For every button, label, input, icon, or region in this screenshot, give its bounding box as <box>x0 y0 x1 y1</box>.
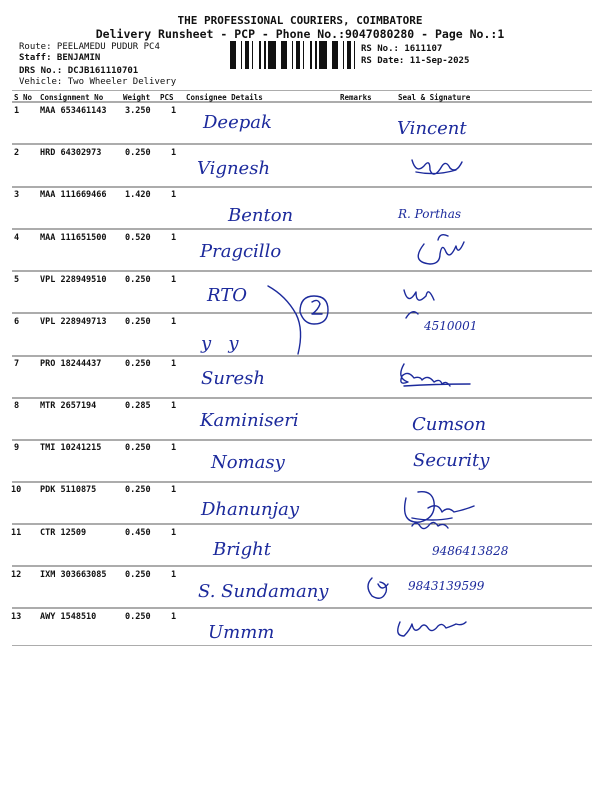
company-name: THE PROFESSIONAL COURIERS, COIMBATORE <box>177 14 423 27</box>
row-4-consignment: MAA 111651500 <box>40 233 107 243</box>
row-13-consignment: AWY 1548510 <box>40 612 97 622</box>
row-13-weight: 0.250 <box>125 612 151 622</box>
row-12-consignment: IXM 303663085 <box>40 570 107 580</box>
row-6-consignment: VPL 228949713 <box>40 317 107 327</box>
row-11-pcs: 1 <box>171 528 177 538</box>
row-11-consignee-handwriting: Bright <box>213 539 271 560</box>
row-1-consignee-handwriting: Deepak <box>203 112 272 133</box>
row-12-phone-handwriting: 9843139599 <box>408 579 485 593</box>
route-label: Route: PEELAMEDU PUDUR PC4 <box>19 42 160 52</box>
row-5-consignment: VPL 228949510 <box>40 275 107 285</box>
row-7-pcs: 1 <box>171 359 177 369</box>
row-6-sno: 6 <box>14 317 20 327</box>
row-10-sno: 10 <box>11 485 22 495</box>
row-9-sno: 9 <box>14 443 20 453</box>
row-5-circle-mark <box>300 296 328 324</box>
row-4-weight: 0.520 <box>125 233 151 243</box>
row-8-weight: 0.285 <box>125 401 151 411</box>
row-1-consignment: MAA 653461143 <box>40 106 107 116</box>
staff-label: Staff: BENJAMIN <box>19 53 101 63</box>
row-13-signature-scribble <box>398 622 466 636</box>
row-5-arrow-stroke <box>268 286 301 354</box>
row-13-pcs: 1 <box>171 612 177 622</box>
col-header-pcs: PCS <box>160 93 174 102</box>
row-10-consignee-handwriting: Dhanunjay <box>201 499 300 520</box>
runsheet-title: Delivery Runsheet - PCP - Phone No.:9047080280 - Page No.:1 <box>95 27 505 41</box>
row-8-consignee-handwriting: Kaminiseri <box>200 410 299 431</box>
row-3-consignee-handwriting: Benton <box>228 205 294 226</box>
row-11-phone-handwriting: 9486413828 <box>432 544 509 558</box>
row-1-weight: 3.250 <box>125 106 151 116</box>
row-7-consignee-handwriting: Suresh <box>201 368 266 389</box>
row-9-consignment: TMI 10241215 <box>40 443 102 453</box>
row-2-signature-scribble <box>412 160 462 174</box>
row-8-pcs: 1 <box>171 401 177 411</box>
row-12-sno: 12 <box>11 570 22 580</box>
row-2-sno: 2 <box>14 148 20 158</box>
col-header-weight: Weight <box>123 93 151 102</box>
row-8-sno: 8 <box>14 401 20 411</box>
row-11-weight: 0.450 <box>125 528 151 538</box>
row-6-pcs: 1 <box>171 317 177 327</box>
row-10-consignment: PDK 5110875 <box>40 485 97 495</box>
row-6-weight: 0.250 <box>125 317 151 327</box>
row-11-consignment: CTR 12509 <box>40 528 87 538</box>
row-7-consignment: PRO 18244437 <box>40 359 102 369</box>
row-6-signature-handwriting: 4510001 <box>424 319 478 333</box>
drs-number: DRS No.: DCJB161110701 <box>19 66 139 76</box>
row-11-sno: 11 <box>11 528 22 538</box>
row-12-consignee-handwriting: S. Sundamany <box>198 581 329 602</box>
row-1-sno: 1 <box>14 106 20 116</box>
row-13-consignee-handwriting: Ummm <box>208 622 275 643</box>
row-8-consignment: MTR 2657194 <box>40 401 97 411</box>
row-2-pcs: 1 <box>171 148 177 158</box>
row-9-weight: 0.250 <box>125 443 151 453</box>
row-7-sno: 7 <box>14 359 20 369</box>
row-9-consignee-handwriting: Nomasy <box>211 452 285 473</box>
row-13-sno: 13 <box>11 612 22 622</box>
row-4-pcs: 1 <box>171 233 177 243</box>
row-6-mark-handwriting: y y <box>201 333 239 354</box>
row-2-weight: 0.250 <box>125 148 151 158</box>
row-3-weight: 1.420 <box>125 190 151 200</box>
row-1-pcs: 1 <box>171 106 177 116</box>
row-5-sno: 5 <box>14 275 20 285</box>
row-7-weight: 0.250 <box>125 359 151 369</box>
col-header-consignment: Consignment No <box>40 93 104 102</box>
row-10-pcs: 1 <box>171 485 177 495</box>
col-header-remarks: Remarks <box>340 93 372 102</box>
row-5-consignee-handwriting: RTO <box>207 285 247 306</box>
row-10-weight: 0.250 <box>125 485 151 495</box>
row-12-pcs: 1 <box>171 570 177 580</box>
rs-date: RS Date: 11-Sep-2025 <box>361 56 470 66</box>
rs-number: RS No.: 1611107 <box>361 44 443 54</box>
row-2-consignee-handwriting: Vignesh <box>197 158 271 179</box>
col-header-sno: S No <box>14 93 33 102</box>
row-3-consignment: MAA 111669466 <box>40 190 107 200</box>
row-5-weight: 0.250 <box>125 275 151 285</box>
row-5-pcs: 1 <box>171 275 177 285</box>
vehicle-label: Vehicle: Two Wheeler Delivery <box>19 77 177 87</box>
row-9-pcs: 1 <box>171 443 177 453</box>
row-12-signature-scribble <box>368 578 388 598</box>
col-header-signature: Seal & Signature <box>398 93 471 102</box>
row-10-signature-scribble <box>405 492 474 522</box>
row-4-signature-scribble <box>418 235 464 264</box>
row-4-consignee-handwriting: Pragcillo <box>200 241 282 262</box>
row-3-sno: 3 <box>14 190 20 200</box>
row-3-signature-handwriting: R. Porthas <box>398 207 462 221</box>
row-9-signature-handwriting: Security <box>413 450 490 471</box>
row-7-signature-scribble <box>401 364 470 386</box>
row-3-pcs: 1 <box>171 190 177 200</box>
row-5-signature-scribble <box>404 290 434 318</box>
col-header-consignee: Consignee Details <box>186 93 263 102</box>
row-1-signature-handwriting: Vincent <box>397 118 467 139</box>
row-2-consignment: HRD 64302973 <box>40 148 102 158</box>
row-8-signature-handwriting: Cumson <box>412 414 487 435</box>
row-12-weight: 0.250 <box>125 570 151 580</box>
row-11-signature-scribble <box>412 522 448 528</box>
row-4-sno: 4 <box>14 233 20 243</box>
